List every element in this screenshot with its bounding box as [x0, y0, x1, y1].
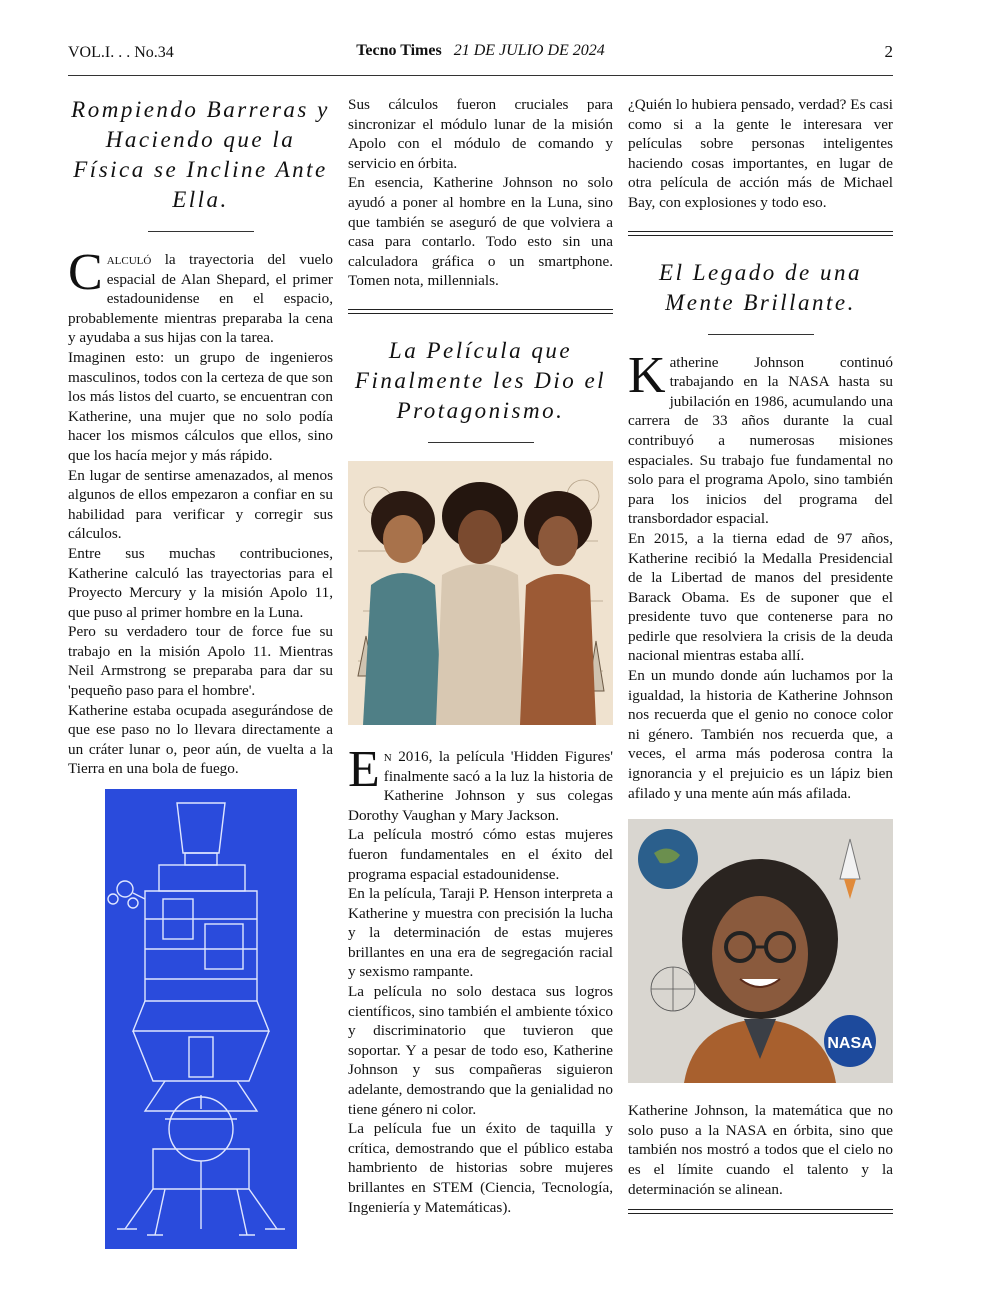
hidden-figures-illustration — [348, 461, 613, 725]
article-title-1: Rompiendo Barreras y Haciendo que la Física se Incline Ante Ella. — [71, 97, 330, 212]
column-3 — [628, 95, 893, 1236]
paragraph: ¿Quién lo hubiera pensado, verdad? Es casi como si a la gente le interesara ver películas sobre personas inteligentes haciendo cosas importantes, en lugar de otra película de acción más de Michael Bay, con explosiones y todo eso. — [628, 96, 893, 211]
drop-cap: C — [68, 244, 103, 301]
paragraph: Entre sus muchas contribuciones, Katherine calculó las trayectorias para el Proyecto Mercury y la misión Apolo 11, que puso al primer hombre en la Luna. — [68, 544, 333, 621]
paragraph: En un mundo donde aún luchamos por la igualdad, la historia de Katherine Johnson nos recuerda que el genio no conoce color ni género. También nos recuerda que, a veces, el arma más poderosa contra la ignorancia y el prejuicio es un lápiz bien afilado y una mente aún más afilada. — [628, 667, 893, 802]
paragraph: La película no solo destaca sus logros científicos, sino también el ambiente tóxico y discriminatorio que tuvieron que soportar. Y a pesar de todo eso, Katherine Johnson y sus compañeras siguieron adelante, demostrando que la genialidad no tiene género ni color. — [348, 983, 613, 1118]
header-rule — [68, 75, 893, 76]
column-2 — [348, 95, 613, 1217]
paragraph — [68, 244, 334, 348]
paragraph: Imaginen esto: un grupo de ingenieros masculinos, todos con la certeza de que son los más listos del cuarto, se encuentran con Katherine, una mujer que no solo podía hacer los mismos cálculos que ellos, sino que los hacía mejor y más rápido. — [68, 348, 333, 464]
paragraph-text: 2016, la película 'Hidden Figures' finalmente sacó a la luz la historia de Katherine Johnson y sus colegas Dorothy Vaughan y Mary Jackson. — [348, 747, 613, 824]
paragraph: En la película, Taraji P. Henson interpreta a Katherine y muestra con precisión la lucha y la determinación de estas mujeres brillantes en una era de segregación racial y sexismo rampante. — [348, 885, 613, 981]
drop-cap-tail: n — [383, 747, 392, 765]
paragraph: Sus cálculos fueron cruciales para sincronizar el módulo lunar de la misión Apolo con el módulo de comando y servicio en órbita. — [348, 96, 613, 172]
paragraph — [348, 740, 613, 825]
issue-date: 21 DE JULIO DE 2024 — [453, 42, 605, 59]
newspaper-name: Tecno Times — [356, 42, 442, 59]
section-divider — [628, 1209, 893, 1214]
paragraph: En 2015, a la tierna edad de 97 años, Katherine recibió la Medalla Presidencial de la Libertad de manos del presidente Barack Obama. Es de suponer que el presidente tuvo que contenerse para no pedirle que resolviera la crisis de la deuda nacional mientras estaba allí. — [628, 529, 893, 665]
katherine-johnson-portrait — [628, 819, 893, 1083]
paragraph — [628, 346, 893, 529]
section-divider — [628, 231, 893, 236]
column-1 — [68, 95, 333, 1249]
paragraph-text: la trayectoria del vuelo espacial de Alan Shepard, el primer estadounidense en el espacio, probablemente mientras preparaba la cena y ayudaba a sus hijas con la tarea. — [68, 251, 334, 347]
paragraph: La película mostró cómo estas mujeres fueron fundamentales en el éxito del programa espacial estadounidense. — [348, 826, 613, 883]
image-caption: Katherine Johnson, la matemática que no solo puso a la NASA en órbita, sino que también nos mostró a todos que el cielo no es el límite cuando el talento y la determinación se alinean. — [628, 1102, 893, 1198]
title-rule — [428, 442, 534, 443]
title-rule — [708, 334, 814, 335]
paragraph: Pero su verdadero tour de force fue su trabajo en la misión Apolo 11. Mientras Neil Armstrong se preparaba para dar su 'pequeño paso para el hombre'. — [68, 623, 333, 700]
page-number: 2 — [884, 42, 893, 61]
nasa-logo: NASA — [827, 1035, 873, 1053]
section-divider — [348, 309, 613, 314]
paragraph: La película fue un éxito de taquilla y crítica, demostrando que el público estaba hambriento de historias sobre mujeres brillantes en STEM (Ciencia, Tecnología, Ingeniería y Matemáticas). — [348, 1120, 613, 1216]
drop-cap: K — [628, 346, 666, 404]
page-header — [68, 40, 893, 70]
drop-cap: E — [348, 740, 380, 798]
article-title-2: La Película que Finalmente les Dio el Protagonismo. — [354, 337, 607, 423]
paragraph: En esencia, Katherine Johnson no solo ayudó a poner al hombre en la Luna, sino que también se aseguró de que volviera a casa para contarlo. Todo esto sin una calculadora gráfica o un smartphone. Tomen nota, millennials. — [348, 174, 613, 290]
paragraph-text: atherine Johnson continuó trabajando en la NASA hasta su jubilación en 1986, acumulando una carrera de 33 años durante la cual contribuyó a numerosas misiones espaciales. Su trabajo fue fundamental no solo para el programa Apolo, sino también para los inicios del programa del transbordador espacial. — [628, 353, 893, 528]
apollo-blueprint-image — [105, 789, 297, 1249]
title-rule — [148, 231, 254, 232]
article-title-3: El Legado de una Mente Brillante. — [659, 259, 862, 315]
volume-number: VOL.I. . . No.34 — [68, 44, 174, 61]
drop-cap-tail: alculó — [106, 251, 152, 268]
paragraph: En lugar de sentirse amenazados, al menos algunos de ellos empezaron a confiar en su habilidad para verificar y corregir sus cálculos. — [68, 466, 333, 543]
paragraph: Katherine estaba ocupada asegurándose de que ese paso no lo llevara directamente a un cráter lunar o, peor aún, de vuelta a la Tierra en una bola de fuego. — [68, 701, 333, 778]
masthead — [68, 42, 893, 60]
